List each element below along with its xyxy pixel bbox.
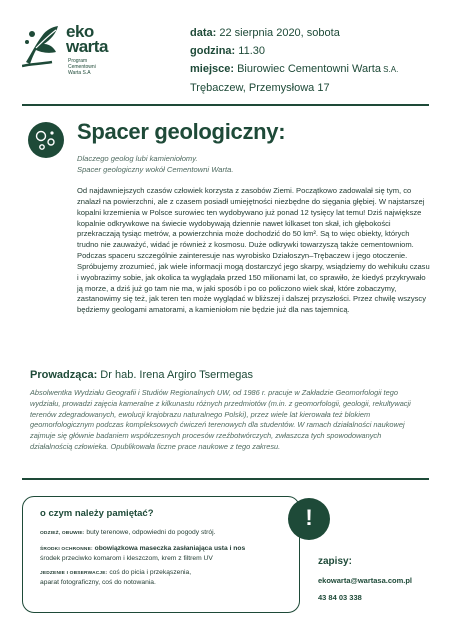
lead-name: Dr hab. Irena Argiro Tsermegas (97, 369, 253, 381)
logo (22, 22, 108, 92)
subtitle-line-1: Dlaczego geolog lubi kamieniołomy. (77, 154, 198, 163)
exclamation-icon (288, 498, 330, 540)
reminder-clothing-text: buty terenowe, odpowiedni do pogody strój. (84, 529, 216, 536)
reminder-food-label: JEDZENIE I OBSERWACJE: (40, 571, 108, 576)
signup-email-link[interactable]: ekowarta@wartasa.com.pl (318, 576, 413, 585)
top-divider (22, 104, 429, 106)
reminder-food (40, 568, 286, 587)
exclamation-glyph: ! (305, 505, 313, 530)
reminder-clothing (40, 528, 286, 538)
logo-word-warta: warta (66, 37, 108, 56)
event-place-suffix: S.A. (380, 65, 399, 74)
event-time (190, 42, 398, 60)
event-date-value: 22 sierpnia 2020, sobota (216, 27, 340, 39)
leaf-hand-logo-icon (22, 22, 64, 68)
description-paragraph: Od najdawniejszych czasów człowiek korzysta z zasobów Ziemi. Początkowo zadowalał się tym, co znalazł na powierzchni, ale z czasem posiadł umiejętności niezbędne do sięgania głębiej. W najstarszej kopalni krzemienia w Polsce surowiec ten wydobywano już ponad 12 tysięcy lat temu! Dziś największe kopalnie odkrywkowe na świecie wydobywają dziennie nawet kilkaset ton skał, ich głębokości przekraczają tysiąc metrów, a powierzchnia może dochodzić do 50 km². Są to więc obiekty, których trudno nie zauważyć, widać je również z kosmosu. Duże odkrywki towarzyszą także cementowniom. Podczas spaceru szczególnie zainteresuje nas wyrobisko Działoszyn–Trębaczew i jego otoczenie. Spróbujemy zrozumieć, jak wiele informacji mogą dostarczyć jego skarpy, wsiądziemy do wehikułu czasu i wyobrazimy sobie, jak okolica ta wyglądała przed 150 milionami lat, co sprawiło, że kiedyś przykrywało ją morze, a dziś już go tam nie ma, w jaki sposób i po co policzono wiek skał, które zobaczymy, zastanowimy się też, jak teren ten może wyglądać w bliższej i dalszej przyszłości. Przez chwilę wszyscy będziemy geologami amatorami, a kamieniołom nie będzie już dla nas tajemnicą. (77, 186, 430, 315)
lead-heading (30, 369, 253, 381)
event-date (190, 24, 398, 42)
logo-tagline: Program Cementowni Warta S.A (68, 58, 96, 76)
lead-label: Prowadząca: (30, 369, 98, 381)
event-date-label: data: (190, 27, 217, 39)
event-time-label: godzina: (190, 45, 236, 57)
subtitle (77, 153, 233, 175)
reminder-food-text: coś do picia i przekąszenia, (107, 569, 192, 576)
reminder-title: o czym należy pamiętać? (40, 508, 154, 519)
event-address: Trębaczew, Przemysłowa 17 (190, 82, 330, 94)
lead-bio: Absolwentka Wydziału Geografii i Studiów Regionalnych UW, od 1986 r. pracuje w Zakładzie Geomorfologii tego wydziału, prowadzi zajęcia kameralne z kilkunastu różnych przedmiotów (m.in. z geomorfologii, geologii, rekultywacji terenów zdegradowanych, ewolucji krajobrazu naturalnego Polski), przez wiele lat kierowała też blokiem geomorfologicznym podczas kompleksowych ćwiczeń terenowych dla studentów. W ramach działalności naukowej zajmuje się głównie badaniem współczesnych procesów rzeźbotwórczych, zwłaszcza tych spowodowanych działalnością człowieka. Opublikowała liczne prace naukowe z tego zakresu. (30, 388, 411, 451)
event-place (190, 60, 398, 79)
bottom-divider (22, 478, 429, 480)
reminder-protection-bold: obowiązkowa maseczka zasłaniająca usta i nos (92, 545, 246, 552)
event-place-value: Biurowiec Cementowni Warta (234, 63, 381, 75)
geology-stones-icon (28, 122, 64, 158)
reminder-protection-label: ŚRODKI OCHRONNE: (40, 547, 93, 552)
event-time-value: 11.30 (235, 45, 265, 57)
event-place-label: miejsce: (190, 63, 235, 75)
page-title: Spacer geologiczny: (77, 119, 286, 144)
reminder-protection-text: środek przeciwko komarom i kleszczom, krem z filtrem UV (40, 555, 213, 563)
event-info (190, 24, 398, 97)
subtitle-line-2: Spacer geologiczny wokół Cementowni Warta. (77, 165, 234, 174)
logo-word-eko: eko (66, 22, 94, 41)
signup-phone: 43 84 03 338 (318, 593, 362, 602)
reminder-food-text-2: aparat fotograficzny, coś do notowania. (40, 579, 156, 587)
reminder-clothing-label: ODZIEŻ, OBUWIE: (40, 531, 85, 536)
signup-label: zapisy: (318, 556, 352, 567)
reminder-protection (40, 544, 286, 563)
